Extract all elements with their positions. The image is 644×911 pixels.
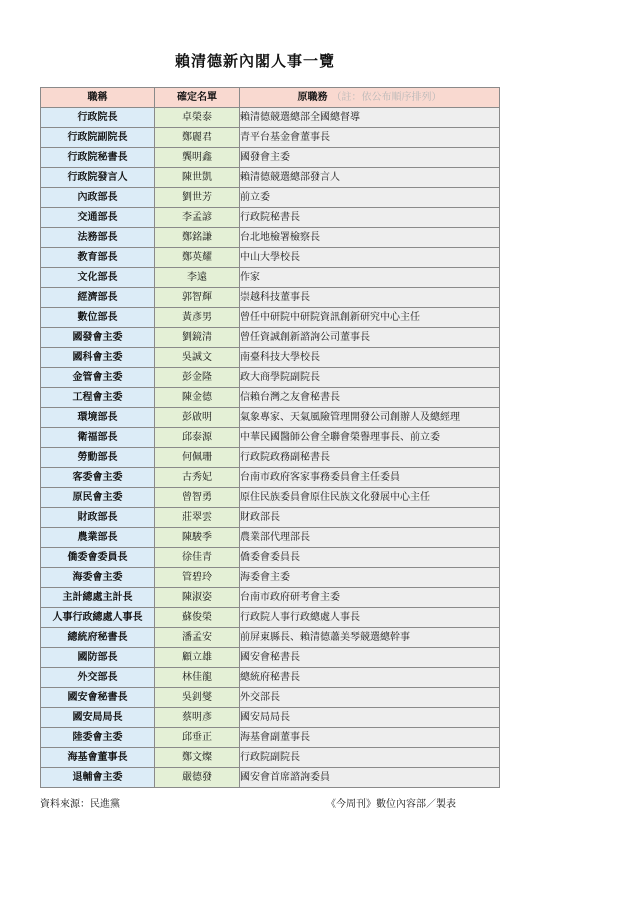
table-row [41, 108, 500, 128]
table-row [41, 708, 500, 728]
position-cell: 國發會主委 [41, 328, 155, 348]
name-cell: 邱泰源 [155, 428, 240, 448]
name-cell: 李遠 [155, 268, 240, 288]
name-cell: 李孟諺 [155, 208, 240, 228]
table-row [41, 508, 500, 528]
previous-role-cell: 青平台基金會董事長 [240, 128, 500, 148]
name-cell: 蔡明彥 [155, 708, 240, 728]
name-cell: 顧立雄 [155, 648, 240, 668]
previous-role-cell: 曾任中研院中研院資訊創新研究中心主任 [240, 308, 500, 328]
table-row [41, 428, 500, 448]
table-row [41, 148, 500, 168]
name-cell: 何佩珊 [155, 448, 240, 468]
name-cell: 彭啟明 [155, 408, 240, 428]
table-row [41, 248, 500, 268]
previous-role-cell: 前屏東縣長、賴清德蕭美琴競選總幹事 [240, 628, 500, 648]
position-cell: 國防部長 [41, 648, 155, 668]
position-cell: 內政部長 [41, 188, 155, 208]
table-header-row [41, 88, 500, 108]
table-row [41, 488, 500, 508]
name-cell: 鄭文燦 [155, 748, 240, 768]
column-header-previous [240, 88, 500, 108]
table-row [41, 308, 500, 328]
previous-role-cell: 行政院副院長 [240, 748, 500, 768]
column-header-position: 職稱 [41, 88, 155, 108]
position-cell: 退輔會主委 [41, 768, 155, 788]
position-cell: 文化部長 [41, 268, 155, 288]
previous-role-cell: 賴清德競選總部全國總督導 [240, 108, 500, 128]
previous-role-cell: 前立委 [240, 188, 500, 208]
previous-role-cell: 海委會主委 [240, 568, 500, 588]
name-cell: 卓榮泰 [155, 108, 240, 128]
previous-role-cell: 行政院人事行政總處人事長 [240, 608, 500, 628]
previous-role-cell: 賴清德競選總部發言人 [240, 168, 500, 188]
table-body [41, 108, 500, 788]
position-cell: 原民會主委 [41, 488, 155, 508]
name-cell: 邱垂正 [155, 728, 240, 748]
name-cell: 古秀妃 [155, 468, 240, 488]
previous-role-cell: 農業部代理部長 [240, 528, 500, 548]
position-cell: 人事行政總處人事長 [41, 608, 155, 628]
previous-role-cell: 作家 [240, 268, 500, 288]
position-cell: 行政院副院長 [41, 128, 155, 148]
previous-role-cell: 台北地檢署檢察長 [240, 228, 500, 248]
position-cell: 國科會主委 [41, 348, 155, 368]
previous-role-cell: 政大商學院副院長 [240, 368, 500, 388]
previous-role-cell: 南臺科技大學校長 [240, 348, 500, 368]
column-header-name: 確定名單 [155, 88, 240, 108]
source-note: 資料來源：民進黨 [40, 799, 120, 810]
name-cell: 吳誠文 [155, 348, 240, 368]
position-cell: 農業部長 [41, 528, 155, 548]
name-cell: 林佳龍 [155, 668, 240, 688]
position-cell: 環境部長 [41, 408, 155, 428]
table-row [41, 568, 500, 588]
name-cell: 管碧玲 [155, 568, 240, 588]
table-row [41, 628, 500, 648]
credit-note: 《今周刊》數位內容部／製表 [326, 799, 456, 810]
previous-role-cell: 行政院秘書長 [240, 208, 500, 228]
page-title: 賴清德新內閣人事一覽 [174, 52, 335, 70]
name-cell: 蘇俊榮 [155, 608, 240, 628]
name-cell: 潘孟安 [155, 628, 240, 648]
table-row [41, 328, 500, 348]
table-row [41, 648, 500, 668]
previous-role-cell: 總統府秘書長 [240, 668, 500, 688]
previous-role-cell: 台南市政府研考會主委 [240, 588, 500, 608]
name-cell: 吳釗燮 [155, 688, 240, 708]
previous-role-cell: 台南市政府客家事務委員會主任委員 [240, 468, 500, 488]
position-cell: 總統府秘書長 [41, 628, 155, 648]
table-row [41, 688, 500, 708]
position-cell: 僑委會委員長 [41, 548, 155, 568]
position-cell: 國安會秘書長 [41, 688, 155, 708]
previous-role-cell: 信賴台灣之友會秘書長 [240, 388, 500, 408]
name-cell: 彭金隆 [155, 368, 240, 388]
table-row [41, 468, 500, 488]
name-cell: 郭智輝 [155, 288, 240, 308]
table-row [41, 288, 500, 308]
position-cell: 海委會主委 [41, 568, 155, 588]
position-cell: 主計總處主計長 [41, 588, 155, 608]
previous-role-cell: 國安會秘書長 [240, 648, 500, 668]
table-row [41, 168, 500, 188]
previous-role-cell: 外交部長 [240, 688, 500, 708]
previous-role-cell: 中華民國醫師公會全聯會榮譽理事長、前立委 [240, 428, 500, 448]
table-row [41, 228, 500, 248]
table-row [41, 728, 500, 748]
table-row [41, 548, 500, 568]
position-cell: 勞動部長 [41, 448, 155, 468]
position-cell: 工程會主委 [41, 388, 155, 408]
table-row [41, 748, 500, 768]
table-row [41, 388, 500, 408]
name-cell: 黃彥男 [155, 308, 240, 328]
name-cell: 陳淑姿 [155, 588, 240, 608]
name-cell: 鄭銘謙 [155, 228, 240, 248]
name-cell: 鄭英耀 [155, 248, 240, 268]
previous-role-cell: 財政部長 [240, 508, 500, 528]
previous-role-cell: 國安局局長 [240, 708, 500, 728]
position-cell: 行政院發言人 [41, 168, 155, 188]
column-header-previous-label: 原職務 [297, 92, 328, 103]
position-cell: 交通部長 [41, 208, 155, 228]
position-cell: 經濟部長 [41, 288, 155, 308]
name-cell: 曾智勇 [155, 488, 240, 508]
table-row [41, 408, 500, 428]
name-cell: 劉世芳 [155, 188, 240, 208]
name-cell: 徐佳青 [155, 548, 240, 568]
name-cell: 陳世凱 [155, 168, 240, 188]
position-cell: 金管會主委 [41, 368, 155, 388]
previous-role-cell: 曾任資誠創新諮詢公司董事長 [240, 328, 500, 348]
previous-role-cell: 行政院政務副秘書長 [240, 448, 500, 468]
table-row [41, 608, 500, 628]
table-row [41, 588, 500, 608]
previous-role-cell: 氣象專家、天氣風險管理開發公司創辦人及總經理 [240, 408, 500, 428]
column-header-previous-note: （註：依公布順序排列） [331, 92, 442, 103]
position-cell: 衛福部長 [41, 428, 155, 448]
table-row [41, 528, 500, 548]
table-row [41, 128, 500, 148]
table-row [41, 668, 500, 688]
table-row [41, 348, 500, 368]
position-cell: 教育部長 [41, 248, 155, 268]
name-cell: 龔明鑫 [155, 148, 240, 168]
name-cell: 莊翠雲 [155, 508, 240, 528]
previous-role-cell: 原住民族委員會原住民族文化發展中心主任 [240, 488, 500, 508]
cabinet-table [40, 87, 500, 788]
position-cell: 行政院長 [41, 108, 155, 128]
position-cell: 法務部長 [41, 228, 155, 248]
position-cell: 外交部長 [41, 668, 155, 688]
table-row [41, 448, 500, 468]
position-cell: 海基會董事長 [41, 748, 155, 768]
table-row [41, 208, 500, 228]
position-cell: 財政部長 [41, 508, 155, 528]
position-cell: 國安局局長 [41, 708, 155, 728]
table-row [41, 768, 500, 788]
position-cell: 行政院秘書長 [41, 148, 155, 168]
name-cell: 劉鏡清 [155, 328, 240, 348]
previous-role-cell: 中山大學校長 [240, 248, 500, 268]
position-cell: 陸委會主委 [41, 728, 155, 748]
previous-role-cell: 國安會首席諮詢委員 [240, 768, 500, 788]
table-row [41, 188, 500, 208]
position-cell: 客委會主委 [41, 468, 155, 488]
name-cell: 嚴德發 [155, 768, 240, 788]
previous-role-cell: 海基會副董事長 [240, 728, 500, 748]
previous-role-cell: 國發會主委 [240, 148, 500, 168]
name-cell: 陳駿季 [155, 528, 240, 548]
table-row [41, 268, 500, 288]
table-row [41, 368, 500, 388]
previous-role-cell: 崇越科技董事長 [240, 288, 500, 308]
previous-role-cell: 僑委會委員長 [240, 548, 500, 568]
position-cell: 數位部長 [41, 308, 155, 328]
name-cell: 鄭麗君 [155, 128, 240, 148]
name-cell: 陳金德 [155, 388, 240, 408]
